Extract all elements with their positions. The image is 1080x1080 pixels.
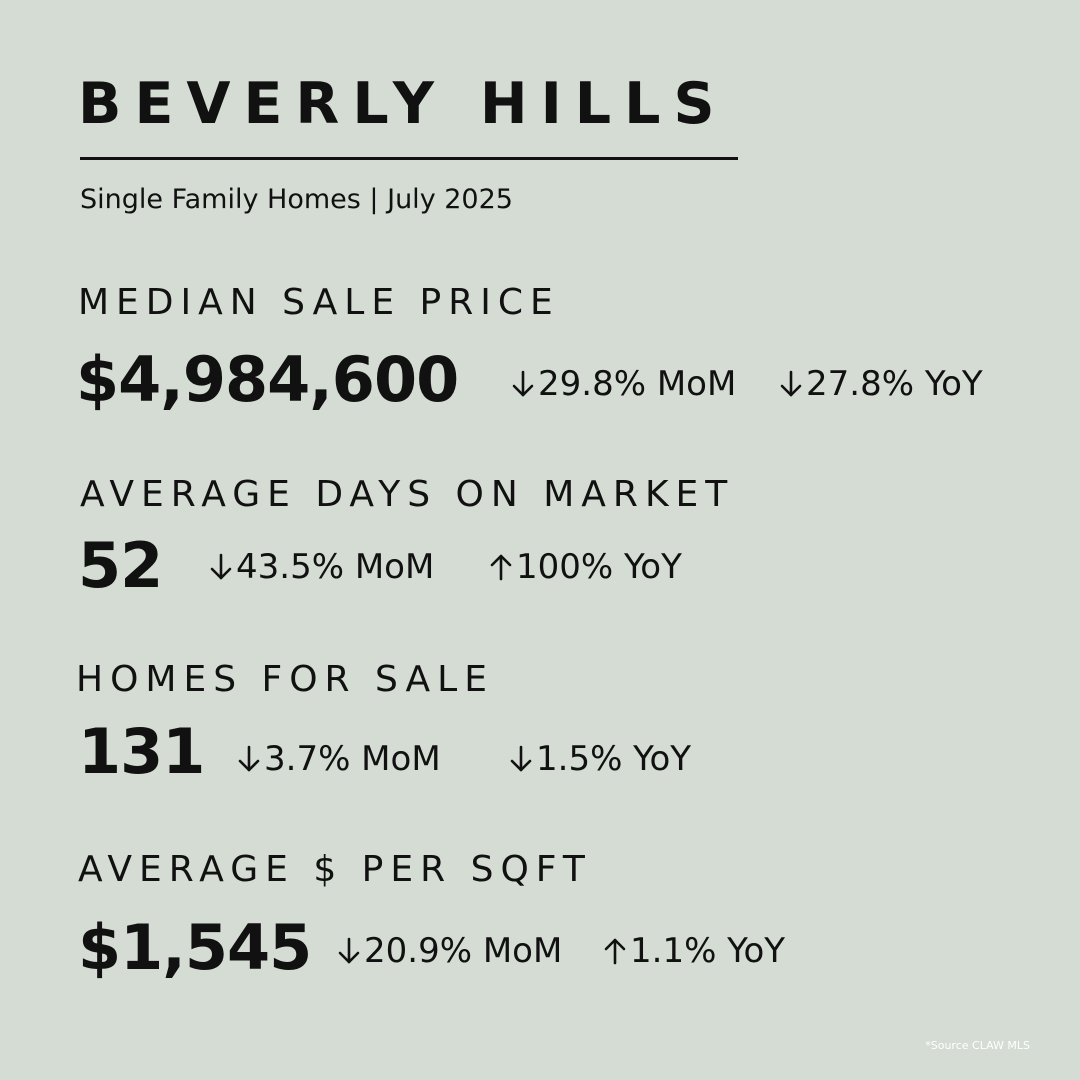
median-sale-price-label: MEDIAN SALE PRICE bbox=[78, 282, 560, 323]
price-per-sqft-yoy-text: 1.1% YoY bbox=[630, 931, 786, 971]
homes-for-sale-value: 131 bbox=[78, 715, 205, 788]
homes-for-sale-yoy-text: 1.5% YoY bbox=[536, 739, 692, 779]
up-arrow-icon bbox=[602, 936, 628, 966]
page-subtitle: Single Family Homes | July 2025 bbox=[80, 184, 513, 215]
days-on-market-mom bbox=[208, 547, 435, 587]
days-on-market-value: 52 bbox=[78, 529, 163, 602]
up-arrow-icon bbox=[488, 552, 514, 582]
down-arrow-icon bbox=[208, 552, 234, 582]
price-per-sqft-yoy bbox=[602, 931, 786, 971]
homes-for-sale-mom-text: 3.7% MoM bbox=[264, 739, 441, 779]
days-on-market-mom-text: 43.5% MoM bbox=[236, 547, 435, 587]
price-per-sqft-mom-text: 20.9% MoM bbox=[364, 931, 563, 971]
page-title: BEVERLY HILLS bbox=[78, 71, 728, 137]
median-sale-price-yoy-text: 27.8% YoY bbox=[806, 364, 983, 404]
price-per-sqft-mom bbox=[336, 931, 563, 971]
down-arrow-icon bbox=[236, 744, 262, 774]
days-on-market-yoy bbox=[488, 547, 682, 587]
homes-for-sale-label: HOMES FOR SALE bbox=[76, 659, 494, 700]
median-sale-price-value: $4,984,600 bbox=[76, 343, 459, 416]
price-per-sqft-value: $1,545 bbox=[78, 911, 312, 984]
days-on-market-label: AVERAGE DAYS ON MARKET bbox=[80, 474, 735, 515]
down-arrow-icon bbox=[336, 936, 362, 966]
down-arrow-icon bbox=[778, 369, 804, 399]
days-on-market-yoy-text: 100% YoY bbox=[516, 547, 682, 587]
down-arrow-icon bbox=[510, 369, 536, 399]
down-arrow-icon bbox=[508, 744, 534, 774]
source-note: *Source CLAW MLS bbox=[925, 1039, 1030, 1052]
title-divider bbox=[80, 157, 738, 160]
median-sale-price-mom bbox=[510, 364, 737, 404]
homes-for-sale-mom bbox=[236, 739, 441, 779]
median-sale-price-yoy bbox=[778, 364, 983, 404]
median-sale-price-mom-text: 29.8% MoM bbox=[538, 364, 737, 404]
price-per-sqft-label: AVERAGE $ PER SQFT bbox=[78, 849, 592, 890]
homes-for-sale-yoy bbox=[508, 739, 692, 779]
